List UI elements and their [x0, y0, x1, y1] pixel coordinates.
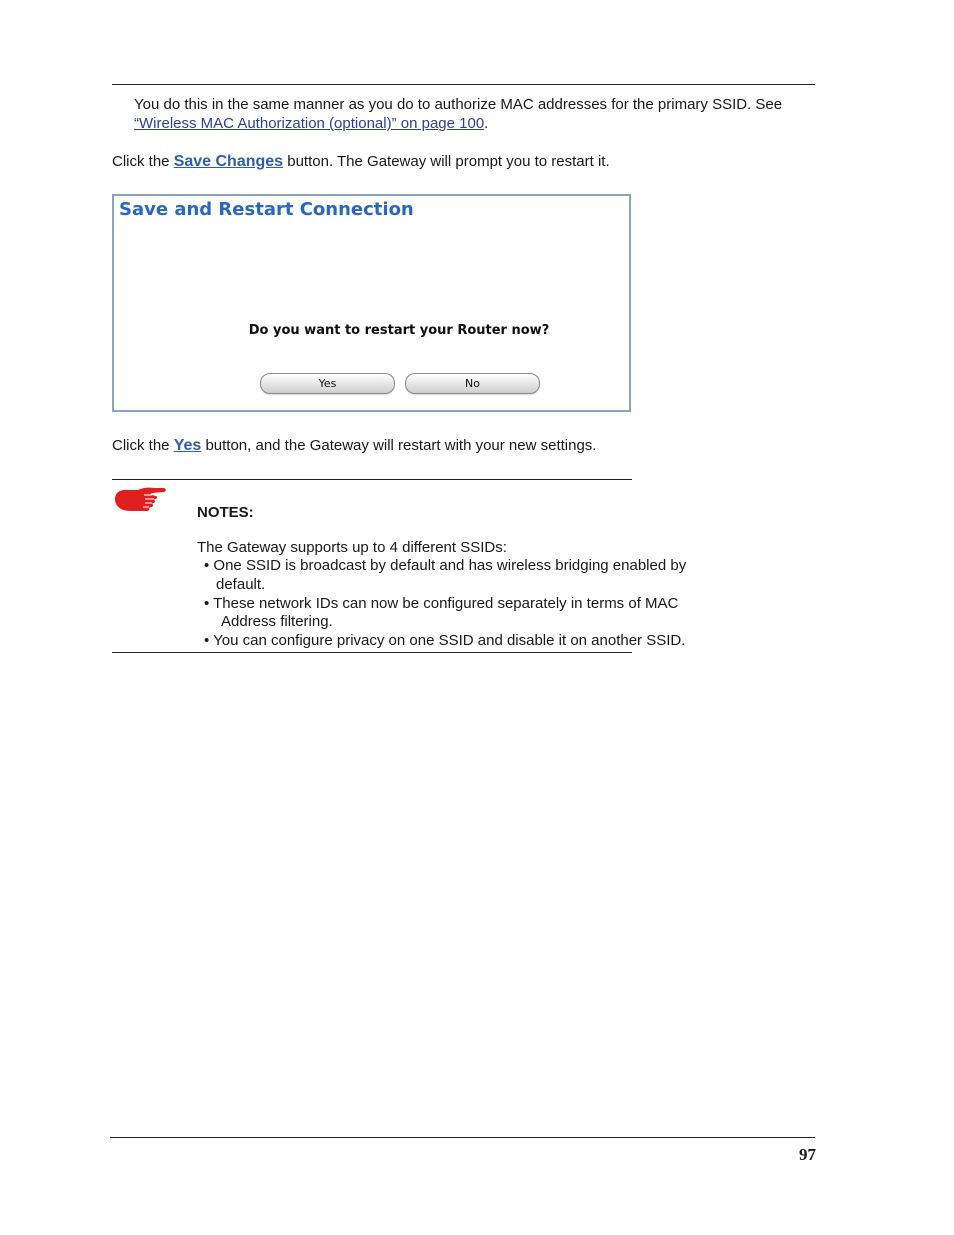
notes-intro: The Gateway supports up to 4 different SSIDs: [197, 539, 507, 556]
restart-dialog [112, 194, 631, 412]
step-yes [112, 436, 596, 455]
save-changes-label: Save Changes [173, 153, 284, 170]
step-yes-suffix: button, and the Gateway will restart with your new settings. [201, 437, 597, 454]
notes-top-rule [112, 479, 632, 480]
yes-label: Yes [173, 437, 202, 454]
page-number: 97 [799, 1145, 816, 1164]
pointing-hand-icon [112, 484, 168, 514]
notes-bottom-rule [112, 652, 632, 653]
notes-bullet-1: • One SSID is broadcast by default and has wireless bridging enabled by [204, 557, 687, 574]
notes-bullet-2-cont: Address filtering. [221, 613, 333, 630]
step-yes-prefix: Click the [112, 437, 174, 454]
footer-rule [110, 1137, 815, 1138]
yes-button[interactable]: Yes [260, 373, 395, 394]
top-rule [112, 84, 815, 85]
step-save-changes [112, 152, 610, 171]
intro-period: . [484, 115, 489, 132]
notes-bullet-3: • You can configure privacy on one SSID and disable it on another SSID. [204, 632, 686, 649]
intro-line2 [134, 114, 488, 133]
no-button[interactable]: No [405, 373, 540, 394]
step-save-suffix: button. The Gateway will prompt you to restart it. [283, 153, 610, 170]
cross-reference-link[interactable]: “Wireless MAC Authorization (optional)” on page 100 [134, 115, 485, 132]
dialog-title: Save and Restart Connection [119, 199, 414, 220]
dialog-question: Do you want to restart your Router now? [248, 323, 550, 338]
notes-bullet-1-cont: default. [216, 576, 266, 593]
notes-bullet-2: • These network IDs can now be configured separately in terms of MAC [204, 595, 679, 612]
intro-sentence: You do this in the same manner as you do to authorize MAC addresses for the primary SSID. See [134, 96, 783, 113]
step-save-prefix: Click the [112, 153, 174, 170]
notes-heading: NOTES: [197, 504, 254, 521]
